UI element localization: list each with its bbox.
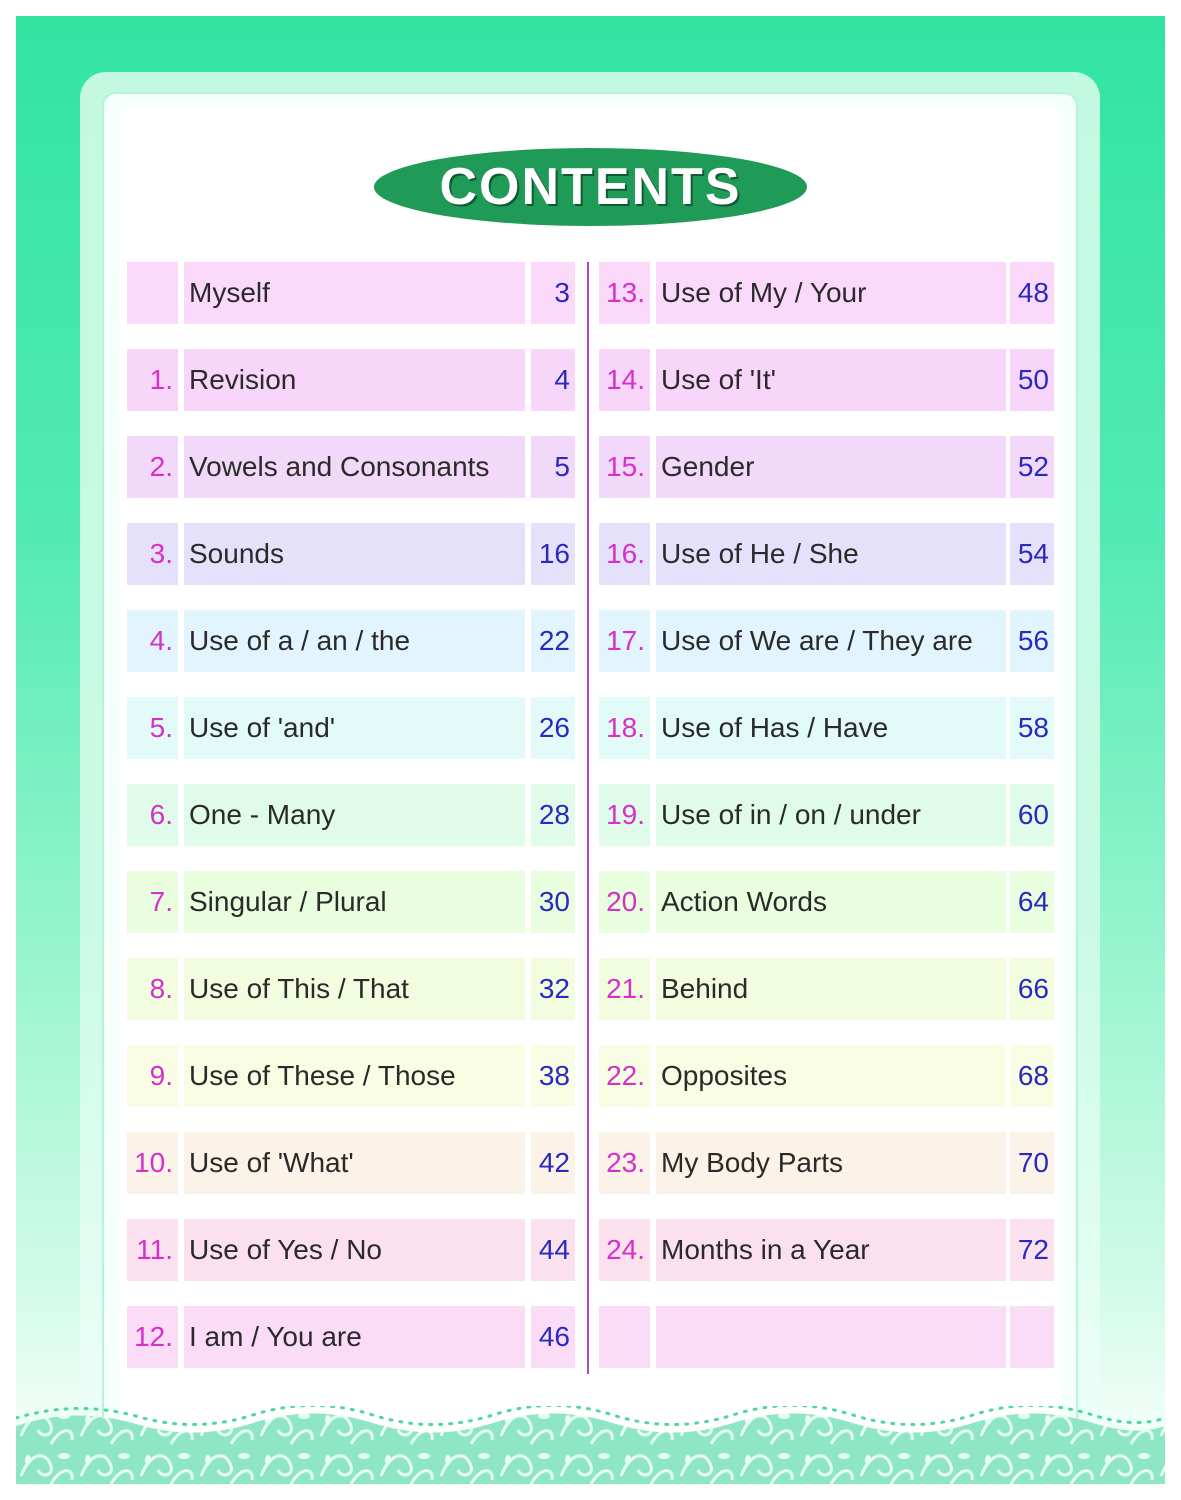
page-number: 60 xyxy=(1010,784,1054,846)
chapter-title: I am / You are xyxy=(184,1306,525,1368)
page-number: 56 xyxy=(1010,610,1054,672)
list-item xyxy=(599,1045,1054,1107)
list-item xyxy=(599,1132,1054,1194)
list-item xyxy=(127,436,575,498)
list-item xyxy=(599,784,1054,846)
chapter-title: Use of Has / Have xyxy=(656,697,1006,759)
page-number: 44 xyxy=(531,1219,575,1281)
chapter-title: Use of a / an / the xyxy=(184,610,525,672)
page-number: 58 xyxy=(1010,697,1054,759)
chapter-title: Use of My / Your xyxy=(656,262,1006,324)
page-number: 32 xyxy=(531,958,575,1020)
chapter-number xyxy=(599,1306,650,1368)
chapter-number: 4. xyxy=(127,610,178,672)
chapter-title: Singular / Plural xyxy=(184,871,525,933)
chapter-title: Opposites xyxy=(656,1045,1006,1107)
chapter-number: 15. xyxy=(599,436,650,498)
chapter-number: 5. xyxy=(127,697,178,759)
page-number: 64 xyxy=(1010,871,1054,933)
chapter-number: 7. xyxy=(127,871,178,933)
chapter-title: Use of 'It' xyxy=(656,349,1006,411)
chapter-title: Use of He / She xyxy=(656,523,1006,585)
list-item xyxy=(599,1306,1054,1368)
chapter-title: Use of This / That xyxy=(184,958,525,1020)
chapter-title: Sounds xyxy=(184,523,525,585)
page-number: 48 xyxy=(1010,262,1054,324)
chapter-title: Use of in / on / under xyxy=(656,784,1006,846)
chapter-number: 8. xyxy=(127,958,178,1020)
list-item xyxy=(127,1219,575,1281)
chapter-number: 6. xyxy=(127,784,178,846)
chapter-title: Revision xyxy=(184,349,525,411)
chapter-number: 2. xyxy=(127,436,178,498)
chapter-title: Myself xyxy=(184,262,525,324)
chapter-number: 13. xyxy=(599,262,650,324)
page-number: 5 xyxy=(531,436,575,498)
page-number: 26 xyxy=(531,697,575,759)
list-item xyxy=(127,349,575,411)
page-number: 50 xyxy=(1010,349,1054,411)
chapter-title: Use of Yes / No xyxy=(184,1219,525,1281)
chapter-number: 14. xyxy=(599,349,650,411)
page-number: 16 xyxy=(531,523,575,585)
list-item xyxy=(599,436,1054,498)
list-item xyxy=(127,262,575,324)
page-number: 72 xyxy=(1010,1219,1054,1281)
chapter-number: 21. xyxy=(599,958,650,1020)
list-item xyxy=(127,697,575,759)
chapter-number: 10. xyxy=(127,1132,178,1194)
page-number: 46 xyxy=(531,1306,575,1368)
column-divider xyxy=(587,262,589,1374)
chapter-number: 9. xyxy=(127,1045,178,1107)
chapter-title: Vowels and Consonants xyxy=(184,436,525,498)
chapter-number: 17. xyxy=(599,610,650,672)
chapter-number: 18. xyxy=(599,697,650,759)
list-item xyxy=(127,1132,575,1194)
list-item xyxy=(599,697,1054,759)
chapter-title: Use of We are / They are xyxy=(656,610,1006,672)
chapter-title: Use of 'What' xyxy=(184,1132,525,1194)
chapter-title: Gender xyxy=(656,436,1006,498)
list-item xyxy=(599,871,1054,933)
page-number: 4 xyxy=(531,349,575,411)
chapter-title: Use of 'and' xyxy=(184,697,525,759)
page-number: 68 xyxy=(1010,1045,1054,1107)
page-title: CONTENTS xyxy=(439,158,742,216)
page-number: 42 xyxy=(531,1132,575,1194)
chapter-number: 3. xyxy=(127,523,178,585)
list-item xyxy=(127,610,575,672)
chapter-title: Use of These / Those xyxy=(184,1045,525,1107)
chapter-number: 1. xyxy=(127,349,178,411)
list-item xyxy=(599,523,1054,585)
page-number: 70 xyxy=(1010,1132,1054,1194)
list-item xyxy=(127,1045,575,1107)
list-item xyxy=(127,871,575,933)
chapter-number: 16. xyxy=(599,523,650,585)
chapter-title: Months in a Year xyxy=(656,1219,1006,1281)
page-number: 22 xyxy=(531,610,575,672)
list-item xyxy=(599,262,1054,324)
decorative-border xyxy=(16,1406,1165,1484)
page-number: 52 xyxy=(1010,436,1054,498)
list-item xyxy=(599,958,1054,1020)
page-number: 54 xyxy=(1010,523,1054,585)
page-number xyxy=(1010,1306,1054,1368)
list-item xyxy=(599,349,1054,411)
list-item xyxy=(127,958,575,1020)
chapter-title: My Body Parts xyxy=(656,1132,1006,1194)
chapter-number: 12. xyxy=(127,1306,178,1368)
page-number: 28 xyxy=(531,784,575,846)
chapter-title: Behind xyxy=(656,958,1006,1020)
chapter-number: 19. xyxy=(599,784,650,846)
list-item xyxy=(599,1219,1054,1281)
chapter-number: 11. xyxy=(127,1219,178,1281)
chapter-number: 23. xyxy=(599,1132,650,1194)
chapter-number xyxy=(127,262,178,324)
list-item xyxy=(127,523,575,585)
list-item xyxy=(127,784,575,846)
chapter-number: 20. xyxy=(599,871,650,933)
list-item xyxy=(127,1306,575,1368)
chapter-title: Action Words xyxy=(656,871,1006,933)
page-number: 66 xyxy=(1010,958,1054,1020)
chapter-number: 24. xyxy=(599,1219,650,1281)
title-badge xyxy=(374,148,807,226)
page-number: 38 xyxy=(531,1045,575,1107)
page-number: 3 xyxy=(531,262,575,324)
page-number: 30 xyxy=(531,871,575,933)
page-background xyxy=(16,16,1165,1484)
chapter-number: 22. xyxy=(599,1045,650,1107)
list-item xyxy=(599,610,1054,672)
chapter-title xyxy=(656,1306,1006,1368)
chapter-title: One - Many xyxy=(184,784,525,846)
